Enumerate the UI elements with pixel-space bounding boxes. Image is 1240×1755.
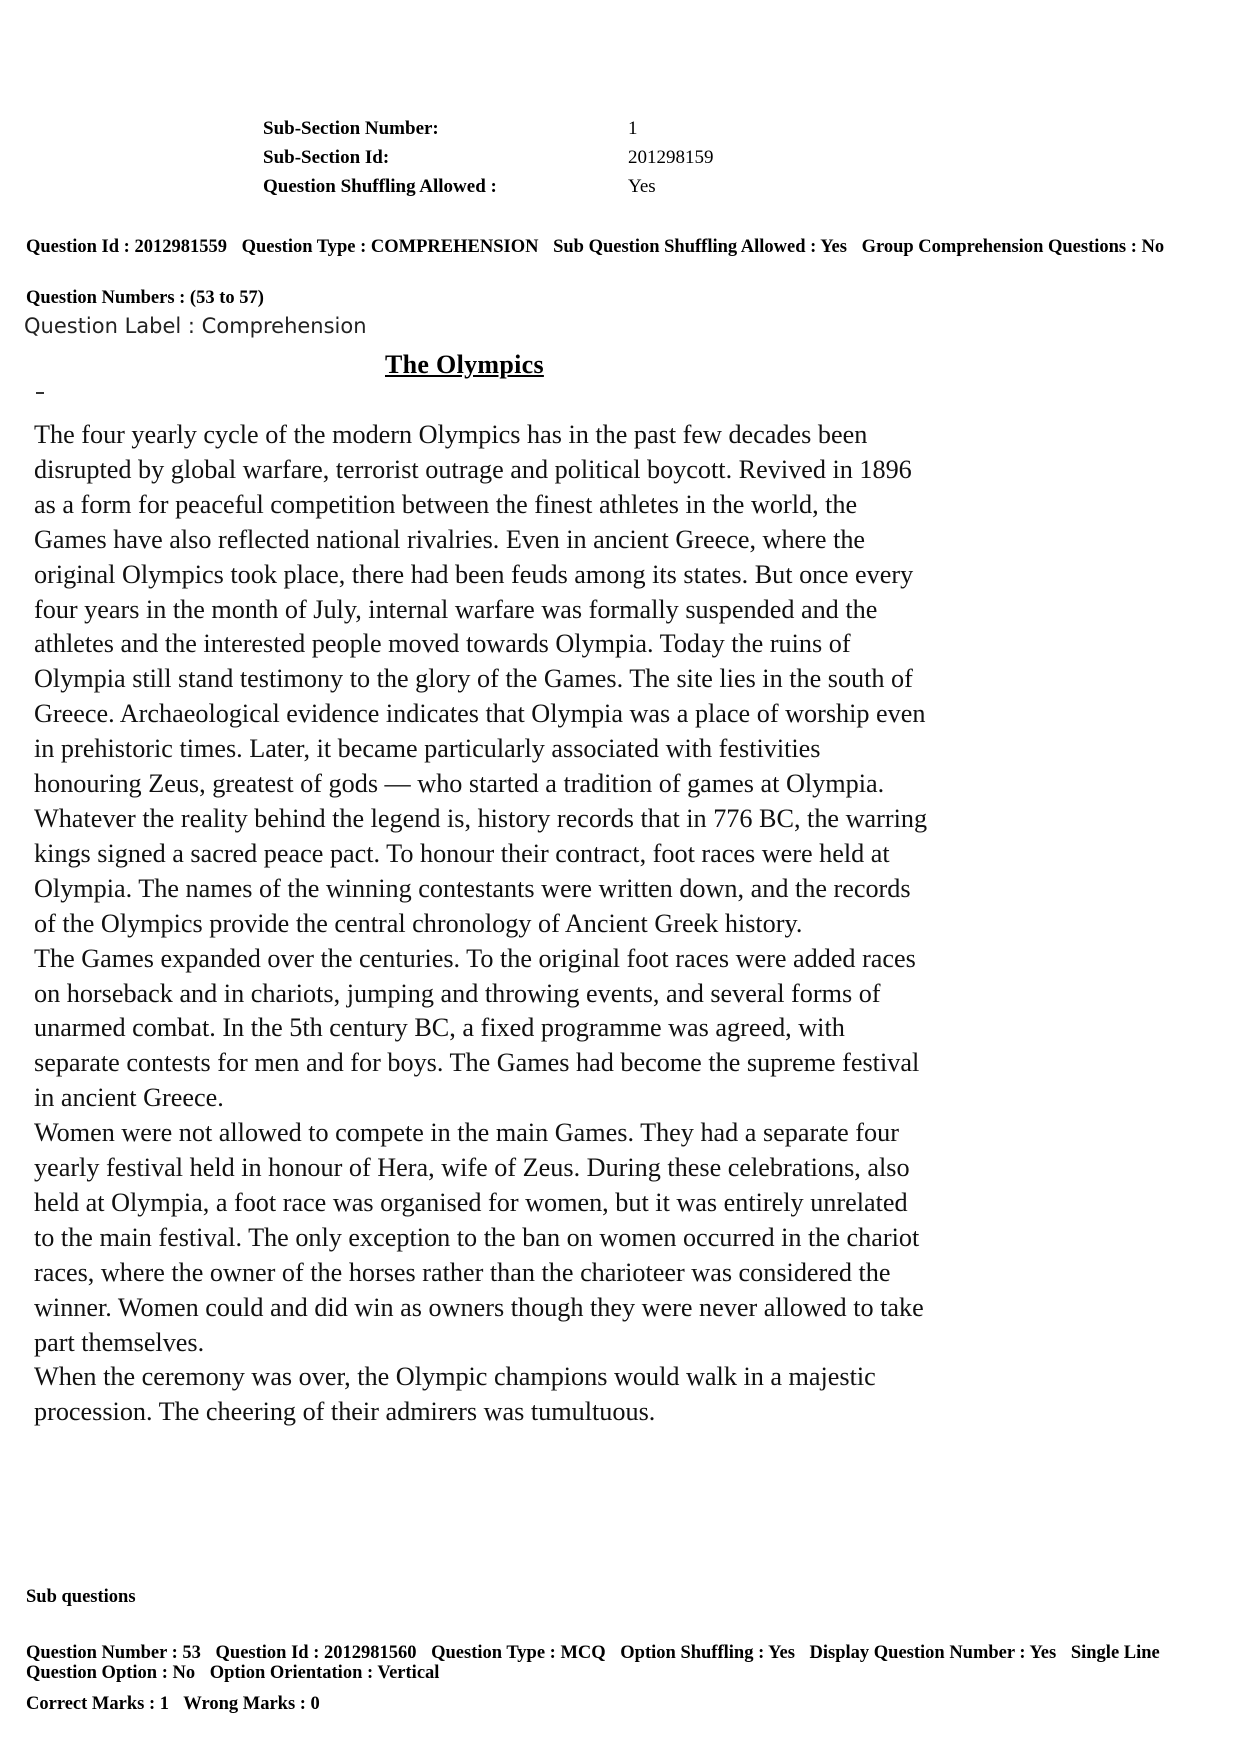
q53-marks bbox=[26, 1694, 330, 1715]
q53-single-line: Single Line Question Option : No bbox=[26, 1643, 1160, 1683]
shuffle-row bbox=[263, 172, 714, 201]
shuffle-value: Yes bbox=[628, 176, 656, 197]
question-header bbox=[26, 237, 1221, 258]
subsection-id-row bbox=[263, 143, 714, 172]
q53-option-shuffling: Option Shuffling : Yes bbox=[620, 1643, 795, 1663]
subsection-number-value: 1 bbox=[628, 118, 638, 139]
q53-number: Question Number : 53 bbox=[26, 1643, 201, 1663]
passage-paragraph-2: The Games expanded over the centuries. To the original foot races were added races on horseback and in chariots, jumping and throwing events, and several forms of unarmed combat. In the 5th century BC, a fixed programme was agreed, with separate contests for men and for boys. The Games had become the supreme festival in ancient Greece. bbox=[34, 943, 920, 1113]
subsection-meta bbox=[263, 114, 714, 201]
q53-wrong-marks: Wrong Marks : 0 bbox=[183, 1694, 320, 1714]
passage-paragraph-4: When the ceremony was over, the Olympic champions would walk in a majestic procession. The cheering of their admirers was tumultuous. bbox=[34, 1362, 876, 1427]
shuffle-label: Question Shuffling Allowed : bbox=[263, 176, 497, 197]
q53-display-number: Display Question Number : Yes bbox=[809, 1643, 1057, 1663]
question-label: Question Label : Comprehension bbox=[24, 314, 367, 338]
q53-orientation: Option Orientation : Vertical bbox=[209, 1663, 440, 1683]
subsection-id-value: 201298159 bbox=[628, 147, 714, 168]
subsection-id-label: Sub-Section Id: bbox=[263, 147, 390, 168]
dash-mark bbox=[36, 392, 44, 394]
group-comprehension: Group Comprehension Questions : No bbox=[861, 237, 1165, 257]
passage-body bbox=[34, 418, 934, 1430]
question-numbers: Question Numbers : (53 to 57) bbox=[26, 288, 264, 308]
q53-type: Question Type : MCQ bbox=[431, 1643, 606, 1663]
passage-paragraph-3: Women were not allowed to compete in the main Games. They had a separate four yearly festival held in honour of Hera, wife of Zeus. During these celebrations, also held at Olympia, a foot race was organised for women, but it was entirely unrelated to the main festival. The only exception to the ban on women occurred in the chariot races, where the owner of the horses rather than the charioteer was considered the winner. Women could and did win as owners though they were never allowed to take part themselves. bbox=[34, 1118, 924, 1357]
passage-paragraph-1: The four yearly cycle of the modern Olympics has in the past few decades been disrupted by global warfare, terrorist outrage and political boycott. Revived in 1896 as a form for peaceful competition between the finest athletes in the world, the Games have also reflected national rivalries. Even in ancient Greece, where the original Olympics took place, there had been feuds among its states. But once every four years in the month of July, internal warfare was formally suspended and the athletes and the interested people moved towards Olympia. Today the ruins of Olympia still stand testimony to the glory of the Games. The site lies in the south of Greece. Archaeological evidence indicates that Olympia was a place of worship even in prehistoric times. Later, it became particularly associated with festivities honouring Zeus, greatest of gods — who started a tradition of games at Olympia. Whatever the reality behind the legend is, history records that in 776 BC, the warring kings signed a sacred peace pact. To honour their contract, foot races were held at Olympia. The names of the winning contestants were written down, and the records of the Olympics provide the central chronology of Ancient Greek history. bbox=[34, 420, 928, 938]
sub-question-shuffling: Sub Question Shuffling Allowed : Yes bbox=[553, 237, 847, 257]
q53-correct-marks: Correct Marks : 1 bbox=[26, 1694, 169, 1714]
question-id: Question Id : 2012981559 bbox=[26, 237, 227, 257]
q53-id: Question Id : 2012981560 bbox=[215, 1643, 417, 1663]
question-53-header bbox=[26, 1643, 1226, 1683]
subsection-number-row bbox=[263, 114, 714, 143]
subsection-number-label: Sub-Section Number: bbox=[263, 118, 439, 139]
question-type: Question Type : COMPREHENSION bbox=[241, 237, 539, 257]
sub-questions-heading: Sub questions bbox=[26, 1587, 136, 1607]
passage-title: The Olympics bbox=[385, 350, 544, 379]
